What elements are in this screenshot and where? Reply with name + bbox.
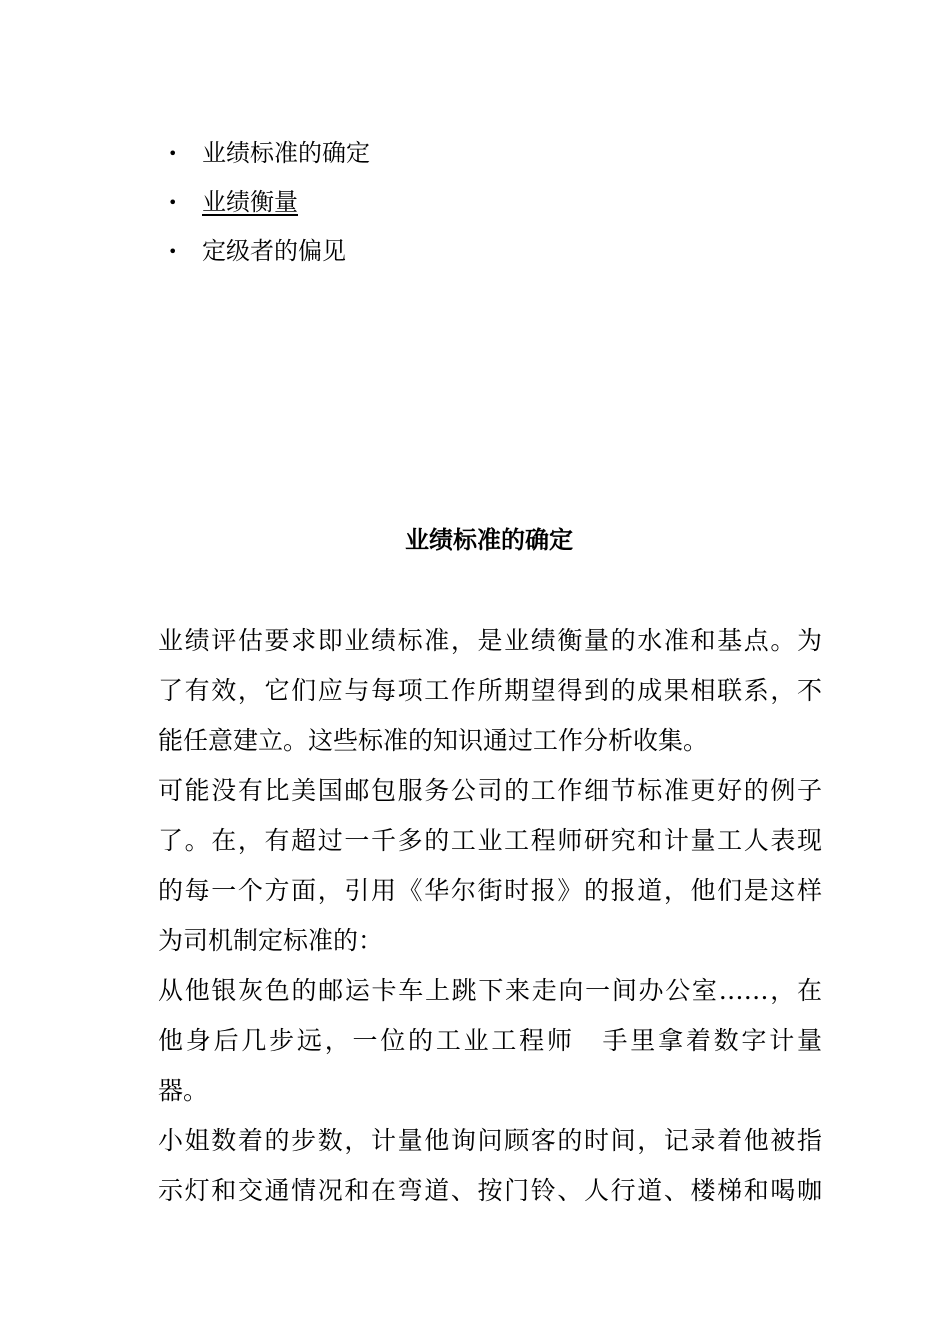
section-body — [158, 618, 822, 1218]
bullet-icon: • — [168, 193, 178, 212]
bullet-icon: • — [168, 144, 178, 163]
toc-link-measurement[interactable]: 业绩衡量 — [202, 188, 298, 216]
toc-label: 业绩标准的确定 — [202, 139, 370, 167]
text-line: 可能没有比美国邮包服务公司的工作细节标准更好的例子 — [158, 776, 822, 805]
text-line: 的每一个方面，引用《华尔街时报》的报道，他们是这样 — [158, 876, 822, 905]
toc-item-measurement[interactable] — [168, 181, 370, 230]
text-line: 为司机制定标准的： — [158, 926, 384, 955]
text-line: 从他银灰色的邮运卡车上跳下来走向一间办公室……，在 — [158, 976, 822, 1005]
toc-item-standards — [168, 132, 370, 181]
section-heading: 业绩标准的确定 — [405, 525, 573, 554]
toc-label: 定级者的偏见 — [202, 237, 346, 265]
text-line: 小姐数着的步数，计量他询问顾客的时间，记录着他被指 — [158, 1126, 822, 1155]
text-line: 了有效，它们应与每项工作所期望得到的成果相联系，不 — [158, 676, 822, 705]
text-line: 示灯和交通情况和在弯道、按门铃、人行道、楼梯和喝咖 — [158, 1176, 822, 1205]
text-line: 了。在，有超过一千多的工业工程师研究和计量工人表现 — [158, 826, 822, 855]
text-line: 业绩评估要求即业绩标准，是业绩衡量的水准和基点。为 — [158, 626, 822, 655]
text-line: 他身后几步远，一位的工业工程师 手里拿着数字计量 — [158, 1026, 822, 1055]
text-line: 器。 — [158, 1076, 209, 1105]
bullet-icon: • — [168, 242, 178, 261]
table-of-contents — [168, 132, 370, 279]
toc-item-rater-bias — [168, 230, 370, 279]
text-line: 能任意建立。这些标准的知识通过工作分析收集。 — [158, 726, 709, 755]
